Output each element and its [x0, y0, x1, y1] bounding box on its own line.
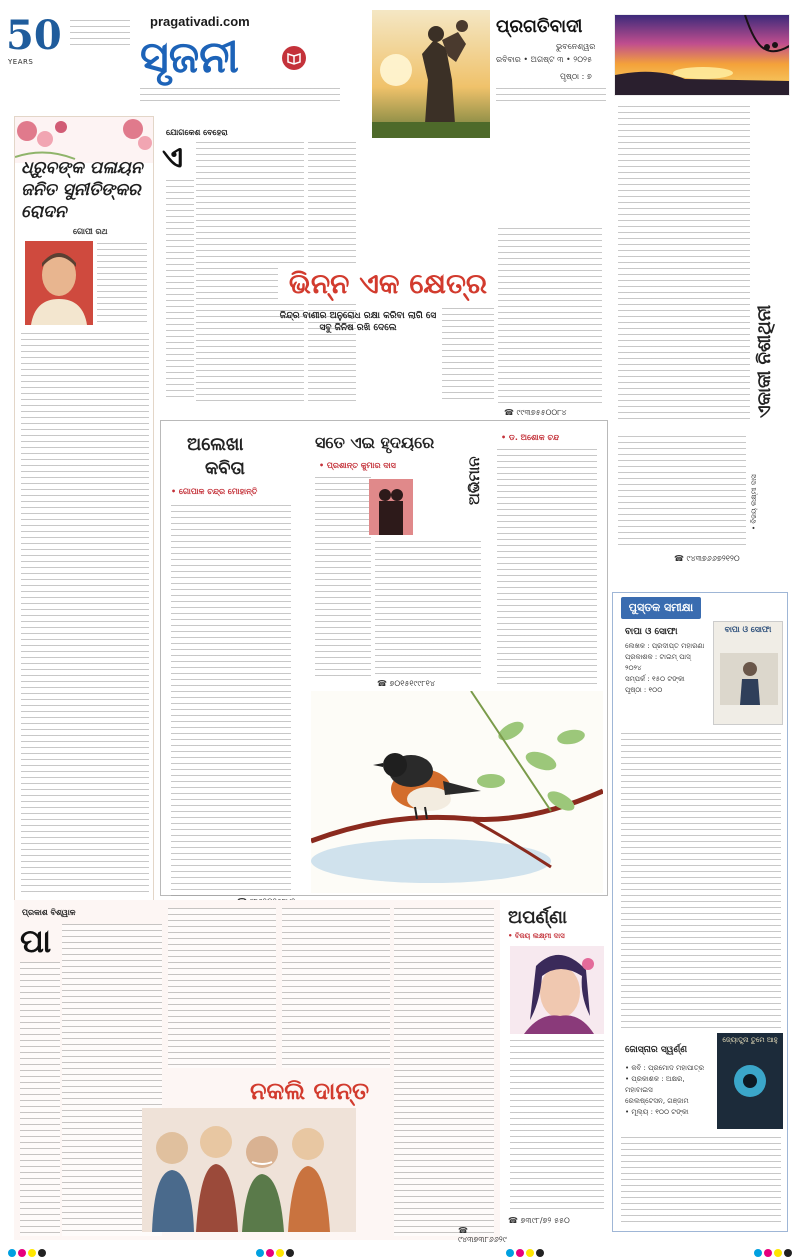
contact-phone: ☎ ୭୦୧୫୧୯୯୮୧୪: [377, 679, 435, 688]
paper-name: ପ୍ରଗତିବାଦୀ: [496, 16, 583, 37]
drop-cap: ପା: [20, 922, 52, 960]
byline: • ଗୋପାଳ ଚନ୍ଦ୍ର ମୋହାନ୍ତି: [171, 487, 258, 496]
cover-title: ବାପା ଓ ସୋଫା: [724, 625, 772, 634]
book-icon: [282, 46, 306, 70]
article-title: ନକଲି ଦାନ୍ତ: [250, 1077, 370, 1105]
meta-line: ସମ୍ପର୍କ : ୧୫୦ ଟଙ୍କା: [625, 675, 685, 683]
poem-title: ଅଭିମାନ: [465, 456, 483, 505]
contact-phone: ☎ ୯୪୩୭୬୬୭୨୧୨୦: [674, 554, 740, 563]
byline: • ବିଜୟ ଲକ୍ଷ୍ମୀ ଦାସ: [508, 932, 565, 940]
title-line-1: ଅଲେଖା: [187, 434, 244, 455]
section-title: ସୃଜନୀ: [140, 32, 239, 83]
review-body-1: [621, 733, 781, 1033]
poem-title: [187, 433, 245, 481]
poem-abhiman: [465, 429, 603, 729]
body-text: [510, 1040, 604, 1210]
pull-quote: ଜିନ୍ଦ୍ର ବାଣୀର ଅନୁରୋଧ ରକ୍ଷା କରିବା ଲାଗି ସେ ସବୁ ଜିନିଷ ରଖି ଦେଲେ: [279, 311, 437, 333]
anniversary-logo: [6, 14, 64, 74]
author-portrait: [25, 241, 93, 325]
body-text-main: [21, 333, 149, 893]
anniversary-number: 50: [6, 12, 62, 59]
registration-marks: [0, 1246, 800, 1260]
body-text-col4: [394, 908, 494, 1236]
illustration-elderly-group: [142, 1108, 356, 1232]
poetry-frame: [160, 420, 608, 896]
masthead-strip: [140, 88, 340, 106]
meta-line: ୨୦୨୪: [625, 664, 642, 672]
byline: • ଡ. ଅଶୋକ ଚନ୍ଦ: [501, 433, 560, 442]
couple-silhouette-photo: [369, 479, 413, 535]
contact-phone: ☎ ୯୪୩୭୩୮୬୬୨୯: [458, 1226, 507, 1244]
body-text-col1b: [20, 962, 60, 1236]
meta-line: • ପ୍ରକାଶକ : ଅକ୍ଷର, ମହାବାଇସ: [625, 1075, 685, 1094]
book-meta-1: [625, 641, 711, 696]
book-title-1: ବାପା ଓ ସୋଫା: [625, 627, 678, 637]
body-text-column: [97, 243, 147, 327]
title-line-1: ଧ୍ରୁବଙ୍କ ପଳାୟନ: [21, 158, 143, 178]
meta-line: • କବି : ପ୍ରମୋଦ ମହାପାତ୍ର: [625, 1064, 705, 1072]
dateline-date: ରବିବାର • ଅଗଷ୍ଟ ୩ • ୨୦୨୫: [496, 55, 592, 64]
article-ekaki: [612, 100, 788, 588]
byline: • ବିଜୟ ଲକ୍ଷ୍ମୀ ଦାସ: [750, 474, 758, 530]
byline: ଯୋଗକେଶ ବେହେରା: [166, 128, 228, 137]
title-line-2: ଜନିତ ସୁନୀତିଙ୍କର: [21, 180, 141, 200]
byline: ପ୍ରକାଶ ବିଶ୍ୱାଳ: [22, 908, 76, 917]
poem-title-vertical: [463, 445, 491, 565]
poem-sate: [305, 429, 485, 687]
body-text-col1b: [166, 180, 194, 402]
article-title: ଏକାକୀ ନିଶୀଥିନୀ: [754, 304, 775, 418]
painting-sunset-lake: [614, 14, 790, 96]
contact-phone: ☎ ୭୩୯୮/୭୨ ୫୫୦: [508, 1216, 570, 1225]
masthead: [0, 0, 800, 112]
body-text-col3: [442, 308, 494, 404]
title-line-3: ରୋଦନ: [21, 202, 67, 222]
poem-title: ସତେ ଏଇ ହୃଦୟରେ: [315, 433, 435, 452]
byline: ଗୋପୀ ରଥ: [73, 227, 108, 236]
article-dhruba: [14, 116, 154, 984]
meta-line: ପୃଷ୍ଠା : ୧୦୦: [625, 686, 663, 694]
meta-line: ଲେଖକ : ପ୍ରଦୀପ୍ତ ମହାରଣା: [625, 642, 705, 650]
poem-lines: [497, 449, 597, 685]
illustration-woman: [510, 946, 604, 1034]
article-title: [21, 157, 149, 223]
byline: • ପ୍ରଶାନ୍ତ କୁମାର ଦାସ: [319, 461, 396, 470]
painting-bird-on-branch: [311, 691, 603, 893]
article-title: ଭିନ୍ନ ଏକ କ୍ଷେତ୍ର: [278, 264, 498, 304]
book-title-2: ଜୋସ୍ନାର ସ୍ୱର୍ଣ୍ଣ: [625, 1045, 688, 1055]
poem-lines-left: [315, 477, 371, 677]
meta-line: • ମୂଲ୍ୟ : ୧୦୦ ଟଙ୍କା: [625, 1108, 689, 1116]
anniversary-years-label: YEARS: [8, 58, 34, 66]
meta-line: ରେଲଷ୍ଟେସନ, ଗଞ୍ଜାମ: [625, 1097, 689, 1105]
poem-alekha: [169, 429, 297, 889]
body-text-bottom: [618, 436, 746, 546]
article-title: ଅପର୍ଣ୍ଣା: [508, 907, 567, 928]
body-text-col3: [282, 908, 390, 1068]
book-review-section: [612, 592, 788, 1232]
byline-vertical: [750, 440, 762, 530]
article-aparna: [504, 900, 608, 1240]
article-nakali: [14, 900, 507, 1244]
drop-cap: ଏ: [162, 140, 184, 175]
body-text-col2: [168, 908, 276, 1068]
title-line-2: କବିତା: [205, 458, 245, 479]
masthead-right-lines: [496, 88, 606, 106]
poem-lines: [171, 505, 291, 901]
contact-phone: ☎ ୯୯୩୭୫୫୦୦୮୪: [504, 408, 567, 417]
site-url[interactable]: pragativadi.com: [150, 14, 250, 29]
review-header: ପୁସ୍ତକ ସମୀକ୍ଷା: [621, 597, 701, 619]
article-bhinna: [160, 116, 608, 416]
book-meta-2: [625, 1063, 711, 1118]
meta-line: ପ୍ରକାଶକ : ଟାଇମ୍ ପାସ୍: [625, 653, 691, 661]
body-text-top: [618, 106, 750, 424]
dateline-city: ଭୁବନେଶ୍ୱର: [556, 42, 596, 51]
review-body-2: [621, 1137, 781, 1225]
cover-title: ଜ୍ୟୋତ୍ସ୍ନା ତୁମେ ଆହୁ: [722, 1036, 778, 1044]
masthead-mini-lines: [70, 20, 130, 48]
book-cover-1: [713, 621, 783, 725]
body-text-col4: [498, 228, 602, 404]
article-title-vertical: [752, 160, 784, 420]
book-cover-2: [717, 1033, 783, 1129]
page-number: ପୃଷ୍ଠା : ୭: [560, 72, 592, 81]
